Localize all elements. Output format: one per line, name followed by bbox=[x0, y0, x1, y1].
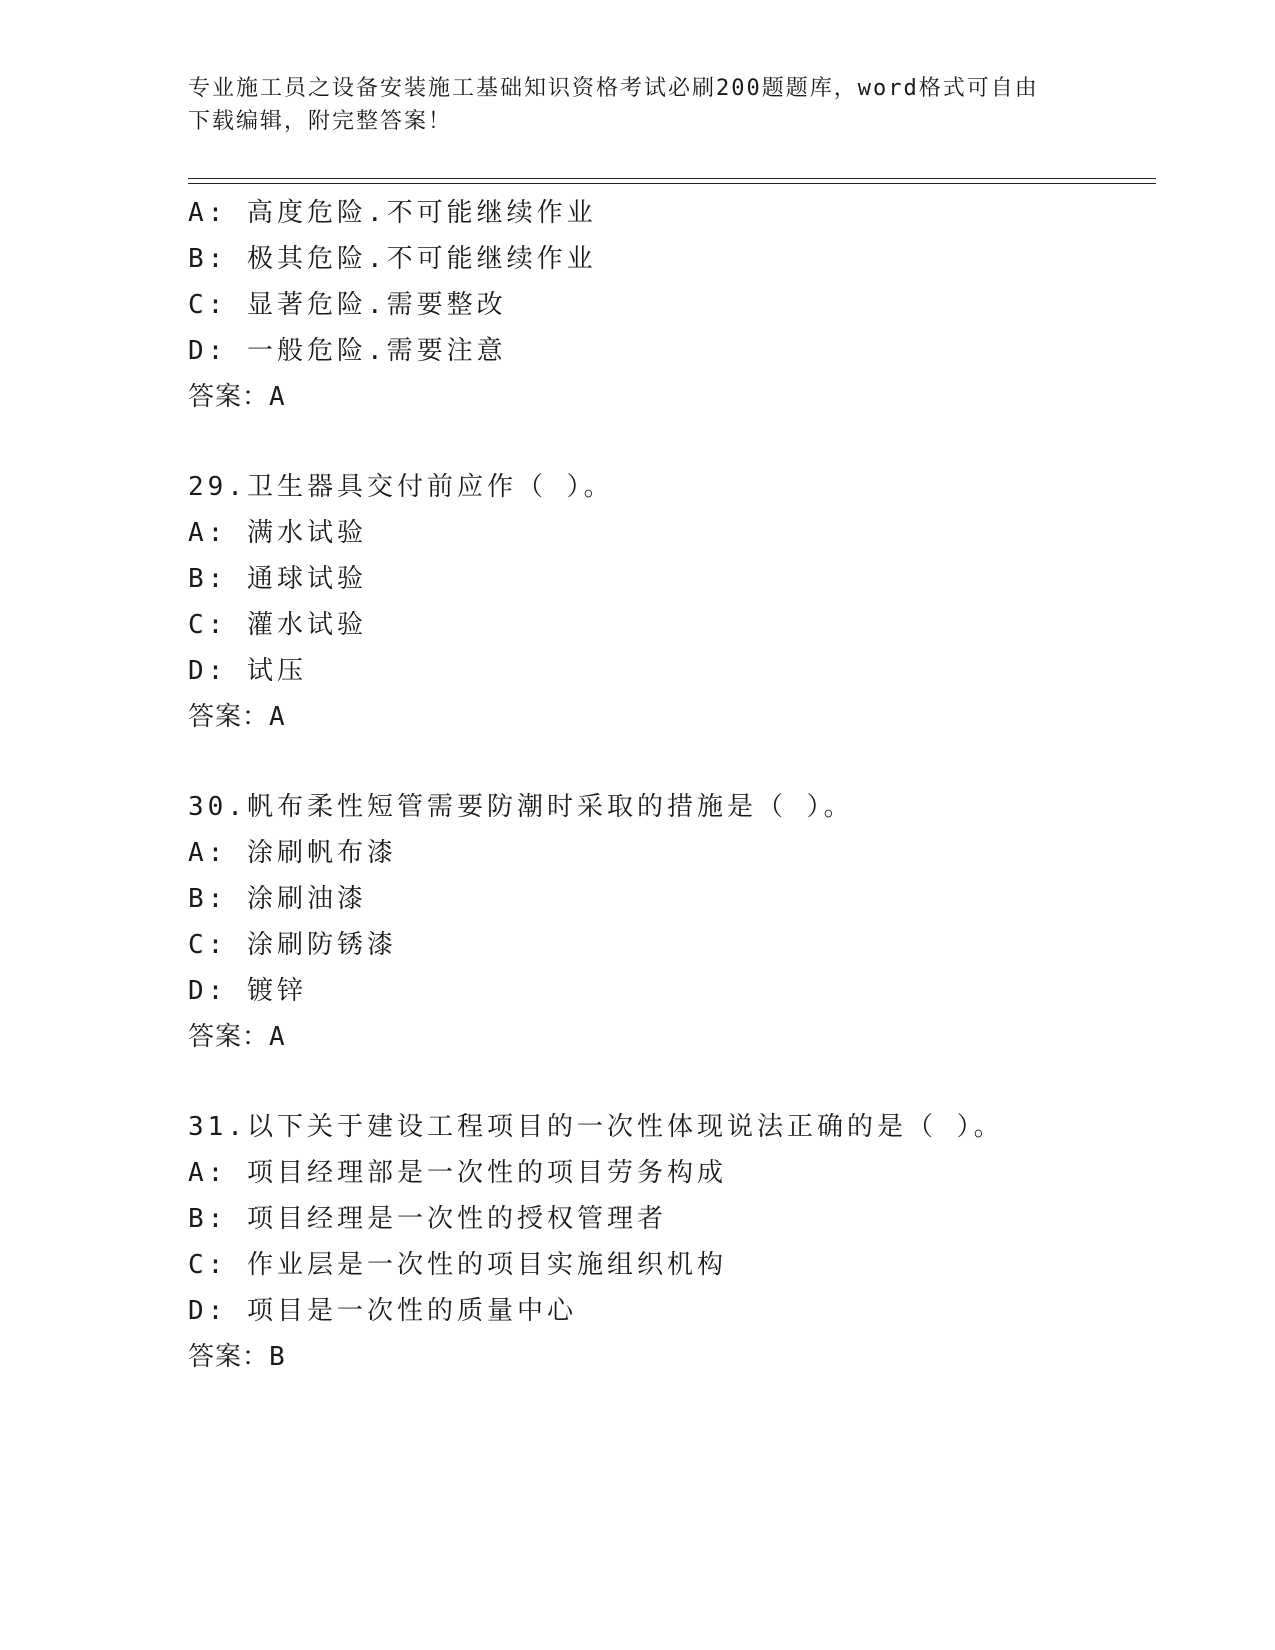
document-header bbox=[188, 72, 1088, 138]
header-divider-bottom bbox=[188, 183, 1156, 184]
answer-line: 答案：A bbox=[188, 1022, 286, 1052]
option-d: D: 试压 bbox=[188, 656, 307, 686]
option-c: C: 作业层是一次性的项目实施组织机构 bbox=[188, 1250, 727, 1280]
answer-line: 答案：A bbox=[188, 382, 286, 412]
question-list bbox=[188, 190, 1156, 1380]
option-a: A: 项目经理部是一次性的项目劳务构成 bbox=[188, 1158, 727, 1188]
question-block-30 bbox=[188, 784, 1156, 1060]
answer-line: 答案：A bbox=[188, 702, 286, 732]
option-a: A: 高度危险.不可能继续作业 bbox=[188, 198, 597, 228]
spacer bbox=[188, 420, 1156, 464]
spacer bbox=[188, 740, 1156, 784]
option-a: A: 满水试验 bbox=[188, 518, 367, 548]
option-b: B: 通球试验 bbox=[188, 564, 367, 594]
option-d: D: 一般危险.需要注意 bbox=[188, 336, 507, 366]
option-d: D: 镀锌 bbox=[188, 976, 307, 1006]
answer-line: 答案：B bbox=[188, 1342, 286, 1372]
option-c: C: 灌水试验 bbox=[188, 610, 367, 640]
option-b: B: 极其危险.不可能继续作业 bbox=[188, 244, 597, 274]
question-title: 30.帆布柔性短管需要防潮时采取的措施是（ ）。 bbox=[188, 792, 854, 822]
question-block-29 bbox=[188, 464, 1156, 740]
option-b: B: 项目经理是一次性的授权管理者 bbox=[188, 1204, 667, 1234]
header-line-2: 下载编辑，附完整答案！ bbox=[188, 109, 453, 134]
question-block-31 bbox=[188, 1104, 1156, 1380]
header-line-1: 专业施工员之设备安装施工基础知识资格考试必刷200题题库，word格式可自由 bbox=[188, 76, 1039, 101]
header-divider-top bbox=[188, 178, 1156, 179]
option-a: A: 涂刷帆布漆 bbox=[188, 838, 397, 868]
option-c: C: 涂刷防锈漆 bbox=[188, 930, 397, 960]
option-b: B: 涂刷油漆 bbox=[188, 884, 367, 914]
question-block-28 bbox=[188, 190, 1156, 420]
option-c: C: 显著危险.需要整改 bbox=[188, 290, 507, 320]
spacer bbox=[188, 1060, 1156, 1104]
question-title: 29.卫生器具交付前应作（ ）。 bbox=[188, 472, 614, 502]
question-title: 31.以下关于建设工程项目的一次性体现说法正确的是（ ）。 bbox=[188, 1112, 1004, 1142]
option-d: D: 项目是一次性的质量中心 bbox=[188, 1296, 577, 1326]
